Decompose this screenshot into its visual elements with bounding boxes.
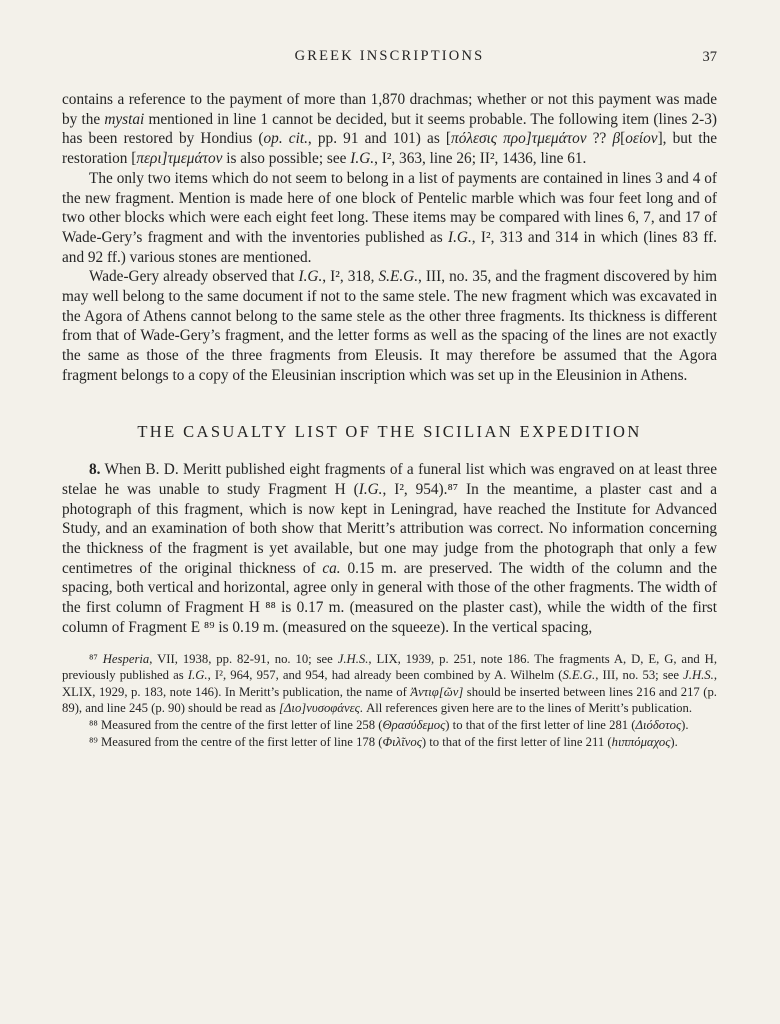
bold-text: 8. (89, 461, 101, 479)
italic-text: I.G. (187, 668, 208, 683)
italic-text: Διόδοτος (635, 717, 682, 732)
text-run: When B. D. Meritt published eight fragments of a funeral list which was engraved on at least three stelae he was unable to study Fragment H ( (62, 461, 717, 498)
italic-text: Hesperia (102, 651, 150, 666)
italic-text: hιππόμαχος (611, 734, 671, 749)
paragraph (62, 267, 717, 385)
section-heading: THE CASUALTY LIST OF THE SICILIAN EXPEDITION (137, 421, 642, 441)
italic-text: ca. (322, 559, 341, 577)
paragraph-continuation (62, 90, 717, 169)
text-run: , VII, 1938, pp. 82-91, no. 10; see (149, 651, 338, 666)
text-run: , I², 318, (322, 268, 379, 286)
text-run: ). (670, 734, 678, 749)
italic-text: [Διο]νυσοφάνες (279, 701, 360, 716)
italic-text: β (612, 130, 621, 148)
text-run: , I², 954).⁸⁷ In the meantime, a plaster cast and a photograph of this fragment, which is now kept in Leningrad, have reached the Institute for Advanced Study, and an examination of both show that Meritt’s attribution was correct. No information concerning the thickness of the fragment is yet available, but one may judge from the photograph that only a few centimetres of the original thickness of (62, 480, 718, 577)
italic-text: J.H.S. (683, 668, 714, 683)
text-run: . All references given here are to the lines of Meritt’s publication. (359, 701, 692, 716)
text-run: , III, no. 53; see (595, 668, 684, 683)
text-run: , I², 363, line 26; II², 1436, line 61. (374, 150, 587, 168)
text-run: ⁸⁷ (89, 651, 103, 666)
text-run: is also possible; see (222, 150, 351, 168)
text-run: ) to that of the first letter of line 281 ( (445, 717, 636, 732)
text-run: should be inserted between lines 216 and 217 (p. 89), and line 245 (p. 90) should be read as (62, 684, 717, 716)
text-run: 0.15 m. are preserved. The width of the column and the spacing, both vertical and horizontal, agree only in general with those of the other fragments. The width of the first column of Fragment H ⁸⁸ is 0.17 m. (measured on the plaster cast), while the width of the first column of Fragment E ⁸⁹ is 0.19 m. (measured on the squeeze). In the vertical spacing, (62, 559, 717, 636)
italic-text: I.G. (448, 228, 472, 246)
italic-text: οείον (625, 130, 658, 148)
italic-text: I.G. (298, 268, 323, 286)
italic-text: Φιλῖνος (382, 734, 422, 749)
text-run: , pp. 91 and 101) as [ (307, 130, 452, 148)
text-run: [ (620, 130, 626, 148)
text-run: ). (681, 717, 689, 732)
text-run: contains a reference to the payment of more than 1,870 drachmas; whether or not this payment was made by the (62, 91, 717, 128)
running-title: GREEK INSCRIPTIONS (294, 48, 485, 64)
text-run: , I², 313 and 314 in which (lines 83 ff. and 92 ff.) various stones are mentioned. (62, 228, 717, 266)
text-run: , III, no. 35, and the fragment discovered by him may well belong to the same document if not to the same stele. The new fragment which was excavated in the Agora of Athens cannot belong to the same stele as the other three fragments. Its thickness is different from that of Wade-Gery’s fragment, and the letter forms as well as the spacing of the lines are not exactly the same as those of the three fragments from Eleusis. It may therefore be assumed that the Agora fragment belongs to a copy of the Eleusinian inscription which was set up in the Eleusinion in Athens. (62, 268, 717, 384)
italic-text: πόλεσις προ]τμεμάτον (451, 130, 587, 148)
italic-text: I.G. (350, 150, 375, 168)
text-run: ⁸⁹ Measured from the centre of the first letter of line 178 ( (89, 734, 383, 749)
text-run: , I², 964, 957, and 954, had already been combined by A. Wilhelm ( (207, 668, 563, 683)
italic-text: περι]τμεμάτον (136, 150, 223, 168)
text-run: ) to that of the first letter of line 211 ( (421, 734, 612, 749)
italic-text: mystai (104, 110, 145, 128)
text-run: ], but the restoration [ (62, 130, 718, 168)
text-run: ?? (586, 130, 613, 148)
footnote-88 (62, 717, 717, 734)
italic-text: S.E.G. (562, 668, 596, 683)
italic-text: I.G. (358, 480, 383, 498)
paragraph (62, 169, 717, 268)
text-run: Wade-Gery already observed that (89, 268, 299, 286)
italic-text: Ἀντιφ[ῶν] (410, 684, 464, 699)
page-header (62, 48, 717, 68)
italic-text: J.H.S. (337, 651, 369, 666)
italic-text: op. cit. (263, 130, 308, 148)
text-run: , LIX, 1939, p. 251, note 186. The fragments A, D, E, G, and H, previously published as (62, 651, 717, 683)
page-body (62, 90, 717, 750)
text-run: , XLIX, 1929, p. 183, note 146). In Meritt’s publication, the name of (62, 668, 717, 699)
footnote-87 (62, 651, 717, 717)
paragraph-numbered-entry (62, 460, 717, 637)
footnote-89 (62, 734, 717, 751)
italic-text: S.E.G. (378, 268, 419, 286)
text-run: ⁸⁸ Measured from the centre of the first letter of line 258 ( (89, 717, 383, 732)
footnotes-block (62, 651, 717, 751)
text-run: The only two items which do not seem to belong in a list of payments are contained in lines 3 and 4 of the new fragment. Mention is made here of one block of Pentelic marble which was four feet long and of two other blocks which were each eight feet long. These items may be compared with lines 6, 7, and 17 of Wade-Gery’s fragment and with the inventories published as (62, 169, 717, 246)
page-number: 37 (702, 49, 717, 65)
text-run: mentioned in line 1 cannot be decided, but it seems probable. The following item (lines 2-3) has been restored by Hondius ( (62, 110, 718, 148)
italic-text: Θρασύδεμος (382, 717, 446, 732)
